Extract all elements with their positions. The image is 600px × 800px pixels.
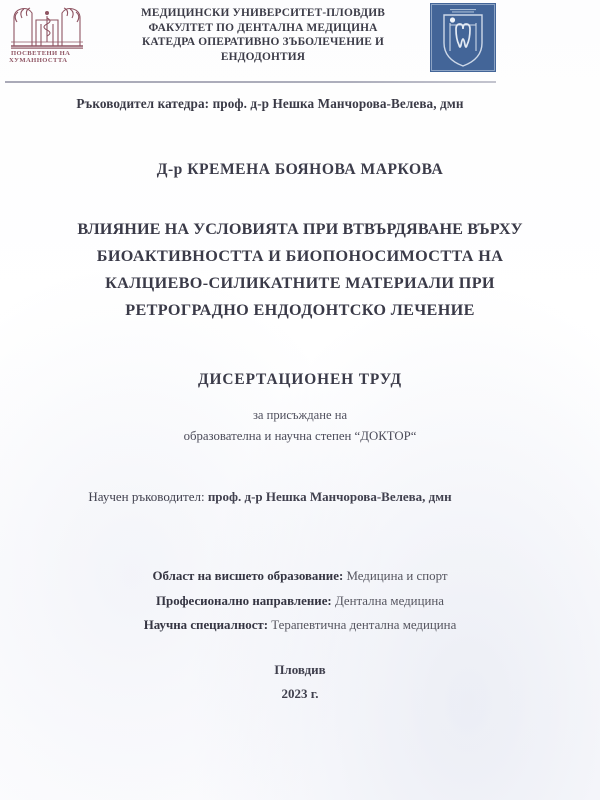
institution-line-1: МЕДИЦИНСКИ УНИВЕРСИТЕТ-ПЛОВДИВ [140,7,386,19]
title-line-1: ВЛИЯНИЕ НА УСЛОВИЯТА ПРИ ВТВЪРДЯВАНЕ ВЪРХУ [77,220,523,238]
institution-line-3: КАТЕДРА ОПЕРАТИВНО ЗЪБОЛЕЧЕНИЕ И [141,36,385,49]
institution-line-2: ФАКУЛТЕТ ПО ДЕНТАЛНА МЕДИЦИНА [148,21,378,34]
field-of-higher-education-value: Медицина и спорт [346,569,448,583]
publication-year: 2023 г. [281,686,319,701]
emblem-motto-line2: ХУМАННОСТТА [9,57,68,64]
supervisor-label: Научен ръководител: [88,489,208,504]
title-line-3: КАЛЦИЕВО-СИЛИКАТНИТЕ МАТЕРИАЛИ ПРИ [105,274,495,292]
scientific-supervisor [0,489,540,505]
degree-name-line: образователна и научна степен “ДОКТОР“ [183,429,417,443]
field-of-higher-education-label: Област на висшето образование: [152,569,347,583]
scientific-specialty-value: Терапевтична дентална медицина [271,618,457,632]
institution-line-4: ЕНДОДОНТИЯ [220,50,306,63]
dissertation-title [0,216,600,324]
title-line-2: БИОАКТИВНОСТТА И БИОПОНОСИМОСТТА НА [96,247,504,265]
faculty-of-dental-medicine-shield-icon [430,3,496,72]
author-name: Д-р КРЕМЕНА БОЯНОВА МАРКОВА [156,161,444,178]
field-of-higher-education-row [0,564,600,589]
title-line-4: РЕТРОГРАДНО ЕНДОДОНТСКО ЛЕЧЕНИЕ [125,301,475,319]
professional-direction-label: Професионално направление: [156,593,335,608]
medical-university-humanity-emblem-icon [5,2,89,64]
institution-heading [104,6,422,64]
supervisor-value: проф. д-р Нешка Манчорова-Велева, дмн [207,489,452,504]
emblem-motto-line1: ПОСВЕТЕНИ НА [11,50,71,57]
department-head-line: Ръководител катедра: проф. д-р Нешка Манчорова-Велева, дмн [76,96,464,111]
scientific-specialty-label: Научна специалност: [143,618,272,632]
degree-purpose-line: за присъждане на [252,408,348,422]
document-type-heading: ДИСЕРТАЦИОНЕН ТРУД [198,371,402,388]
header-divider [5,81,496,83]
scientific-specialty-row [0,613,600,638]
professional-direction-row [0,589,600,614]
city-name: Пловдив [274,662,326,677]
professional-direction-value: Дентална медицина [334,593,444,608]
academic-classification [0,564,600,638]
page-header [0,0,600,111]
